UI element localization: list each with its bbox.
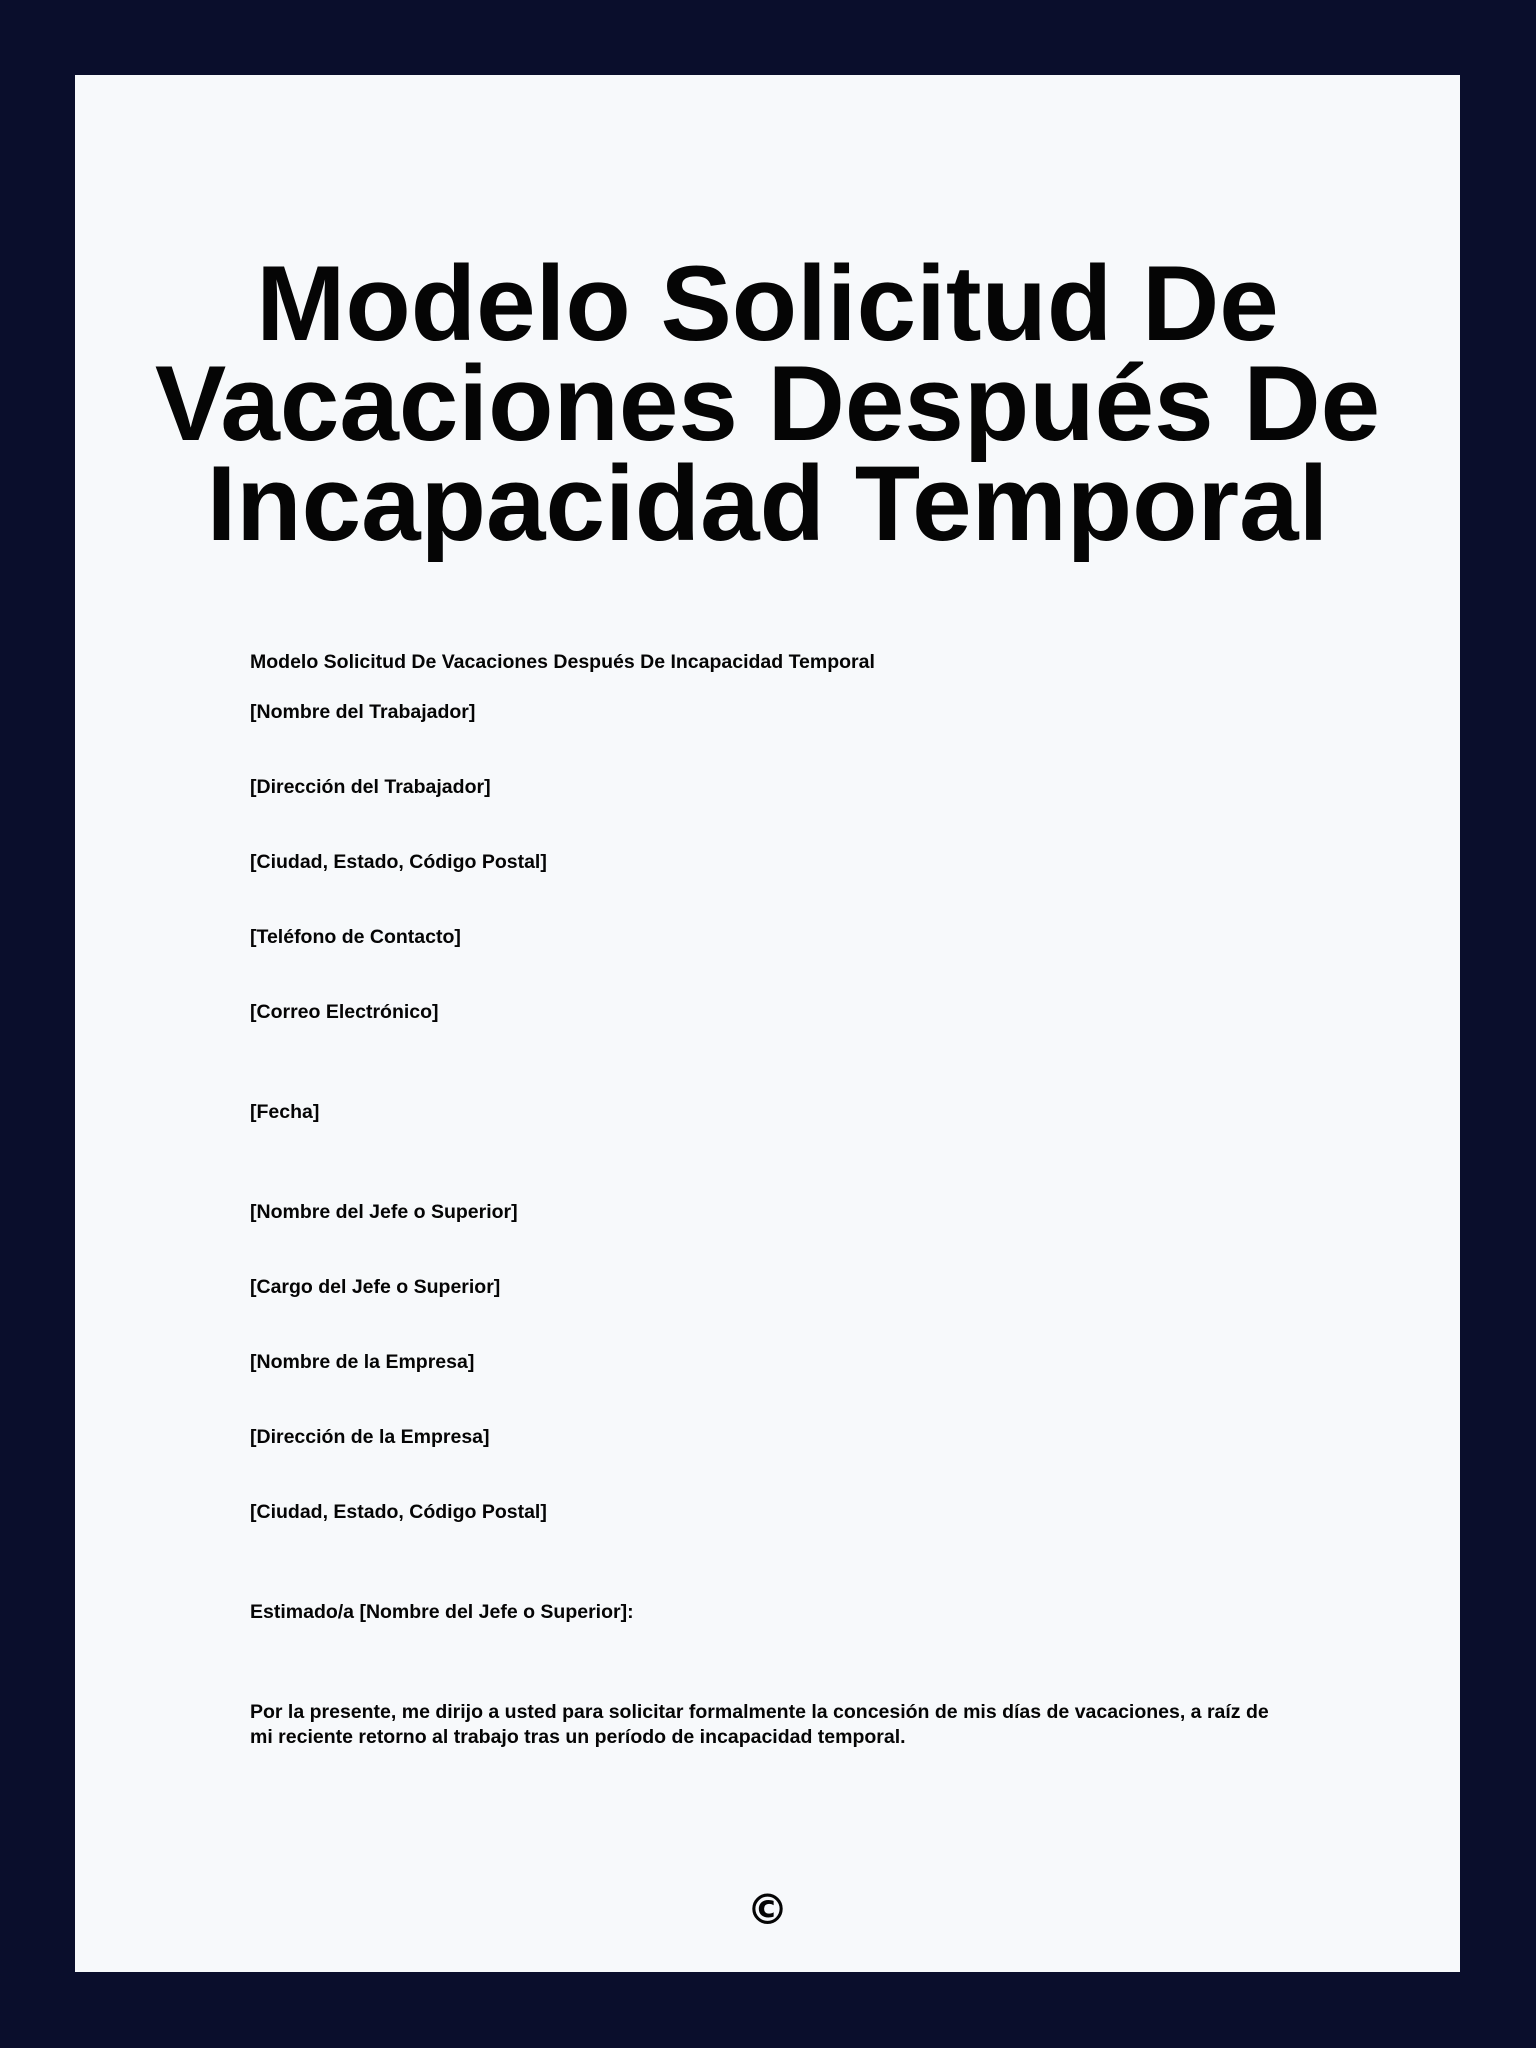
page-title: Modelo Solicitud De Vacaciones Después De Incapacidad Temporal xyxy=(154,243,1381,563)
sender-name: [Nombre del Trabajador] xyxy=(250,701,476,723)
sender-city: [Ciudad, Estado, Código Postal] xyxy=(250,851,547,873)
body-paragraph: Por la presente, me dirijo a usted para solicitar formalmente la concesión de mis días de vacaciones, a raíz de mi reciente retorno al trabajo tras un período de incapacidad temporal. xyxy=(250,1701,1269,1748)
recipient-position: [Cargo del Jefe o Superior] xyxy=(250,1276,501,1298)
document-subtitle: Modelo Solicitud De Vacaciones Después De Incapacidad Temporal xyxy=(250,651,875,673)
recipient-city: [Ciudad, Estado, Código Postal] xyxy=(250,1501,547,1523)
document-page xyxy=(75,75,1460,1972)
recipient-company: [Nombre de la Empresa] xyxy=(250,1351,475,1373)
sender-address: [Dirección del Trabajador] xyxy=(250,776,491,798)
sender-email: [Correo Electrónico] xyxy=(250,1001,439,1023)
recipient-name: [Nombre del Jefe o Superior] xyxy=(250,1201,518,1223)
letter-date: [Fecha] xyxy=(250,1101,320,1123)
sender-phone: [Teléfono de Contacto] xyxy=(250,926,461,948)
recipient-address: [Dirección de la Empresa] xyxy=(250,1426,490,1448)
salutation: Estimado/a [Nombre del Jefe o Superior]: xyxy=(250,1601,634,1623)
copyright-icon: © xyxy=(746,1885,789,1934)
